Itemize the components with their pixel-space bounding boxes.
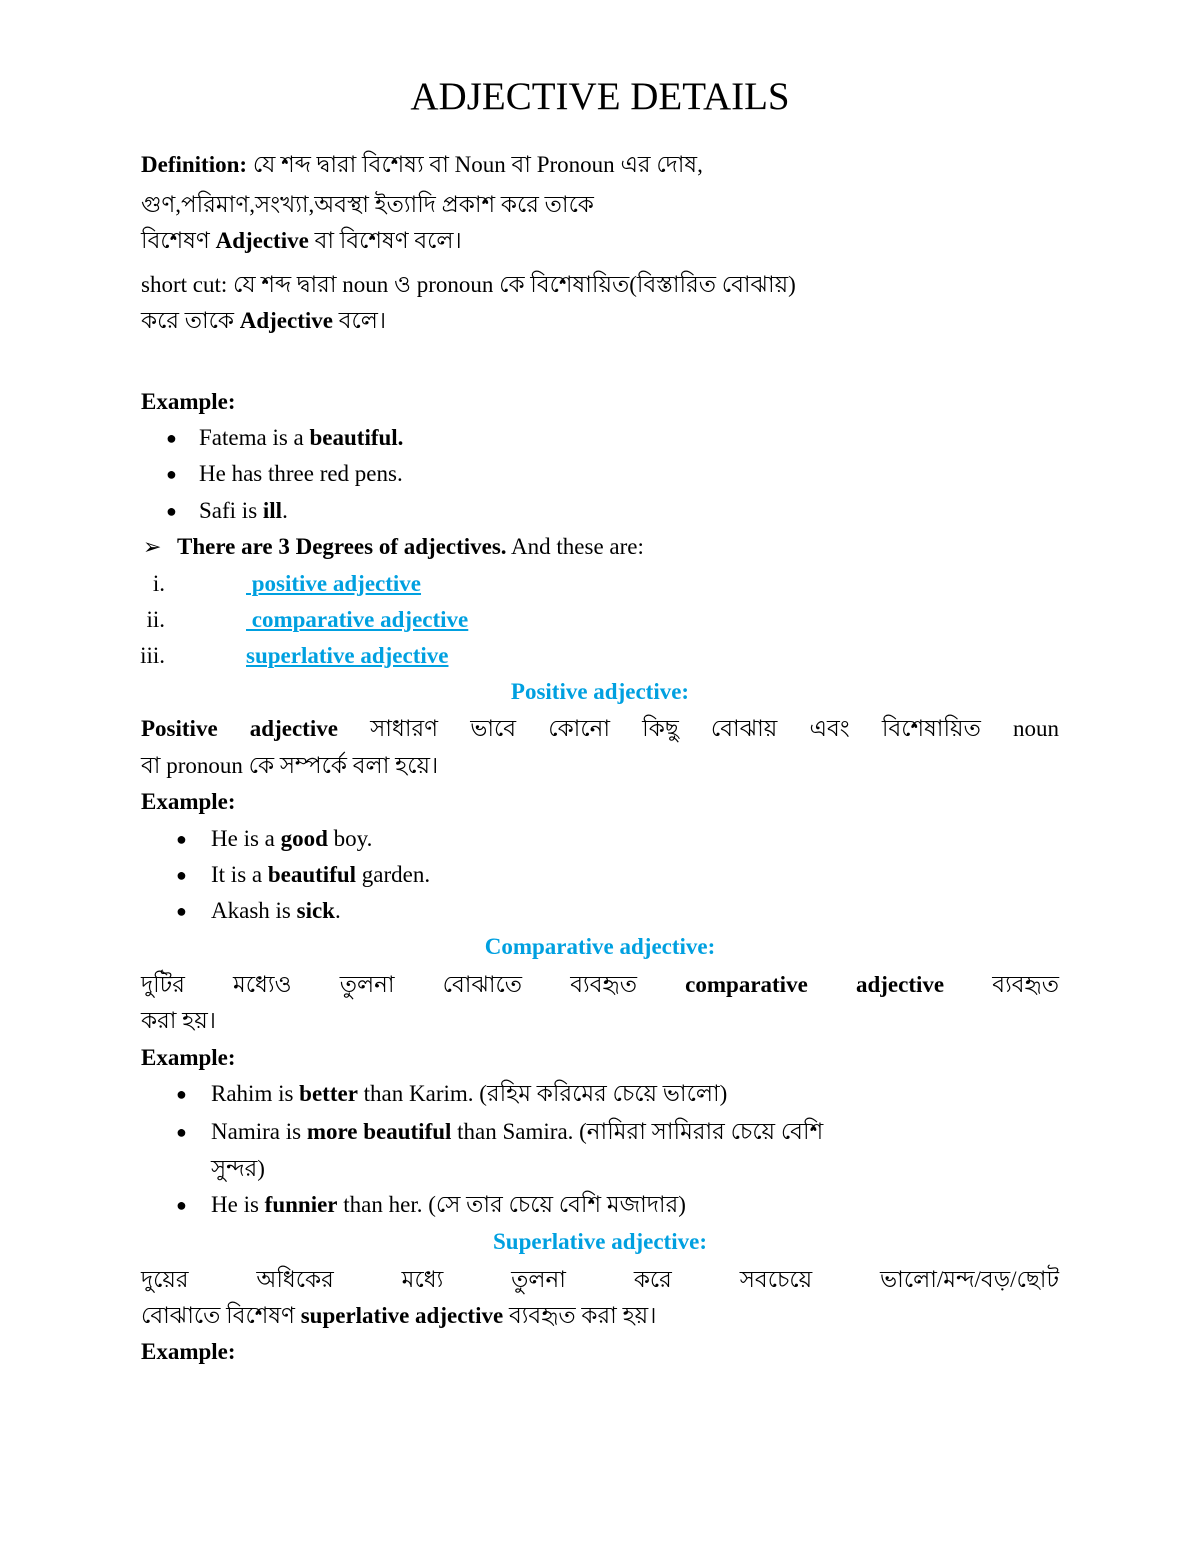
definition-text-1a: যে শব্দ দ্বারা বিশেষ্য বা <box>252 152 449 177</box>
bullet-icon: ● <box>176 901 187 921</box>
positive-term: Positive adjective <box>141 716 338 741</box>
superlative-term: superlative adjective <box>300 1303 504 1328</box>
shortcut-text-2b: বলে। <box>338 308 387 333</box>
example-text-post: . <box>282 498 288 523</box>
example-text: Namira is <box>211 1119 307 1144</box>
superlative-text-2b: ব্যবহৃত করা হয়। <box>508 1303 657 1328</box>
bullet-icon: ● <box>166 428 177 448</box>
example-label: Example: <box>141 1045 236 1070</box>
example-text-post: than her. (সে তার চেয়ে বেশি মজাদার) <box>337 1192 686 1217</box>
definition-adjective: Adjective <box>215 228 309 253</box>
bullet-icon: ● <box>166 464 177 484</box>
example-bold: good <box>280 826 328 851</box>
heading-positive-adjective: Positive adjective: <box>510 679 690 704</box>
example-text-post: boy. <box>327 826 373 851</box>
example-text: Rahim is <box>211 1081 300 1106</box>
definition-text-1b: বা <box>511 152 531 177</box>
definition-line-1 <box>141 151 703 179</box>
positive-text: সাধারণ ভাবে কোনো কিছু বোঝায় এবং বিশেষায়িত <box>370 716 981 741</box>
example-bold: more beautiful <box>306 1119 452 1144</box>
example-bold: beautiful. <box>309 425 404 450</box>
example-text-post: . <box>334 898 341 923</box>
positive-text-2a: বা <box>141 753 161 778</box>
superlative-text-2a: বোঝাতে বিশেষণ <box>141 1303 295 1328</box>
example-bold: beautiful <box>267 862 357 887</box>
comparative-text-1a: দুটির মধ্যেও তুলনা বোঝাতে ব্যবহৃত <box>141 972 637 997</box>
bullet-icon: ● <box>176 865 187 885</box>
example-text-post: garden. <box>356 862 431 887</box>
heading-superlative-adjective: Superlative adjective: <box>493 1229 707 1254</box>
example-text-post: than Karim. (রহিম করিমের চেয়ে ভালো) <box>357 1081 728 1106</box>
example-continuation: সুন্দর) <box>211 1156 265 1181</box>
example-label: Example: <box>141 1339 236 1364</box>
link-comparative-adjective[interactable]: comparative adjective <box>246 607 469 632</box>
definition-line-3 <box>141 227 462 255</box>
definition-text-3b: বা বিশেষণ বলে। <box>314 228 462 253</box>
bullet-icon: ● <box>176 1084 187 1104</box>
example-text: He is <box>211 1192 265 1217</box>
bullet-icon: ● <box>176 829 187 849</box>
positive-line-2 <box>141 752 438 780</box>
example-label: Example: <box>141 389 236 414</box>
example-text: Fatema is a <box>199 425 310 450</box>
shortcut-line-2 <box>141 307 386 335</box>
shortcut-text-1b: যে শব্দ দ্বারা <box>233 272 337 297</box>
definition-label: Definition: <box>141 152 248 177</box>
definition-text-1c: এর দোষ, <box>620 152 703 177</box>
link-superlative-adjective[interactable]: superlative adjective <box>246 643 449 668</box>
example-bold: ill <box>262 498 283 523</box>
shortcut-line-1 <box>141 271 796 299</box>
definition-noun: Noun <box>454 152 506 177</box>
example-text: He is a <box>211 826 281 851</box>
comparative-line-2: করা হয়। <box>141 1008 217 1033</box>
comparative-term: comparative adjective <box>685 972 945 997</box>
list-number: i. <box>152 571 165 596</box>
comparative-line-1 <box>141 971 1059 999</box>
superlative-line-2 <box>141 1302 656 1330</box>
bullet-icon: ● <box>166 501 177 521</box>
list-number: iii. <box>140 643 165 668</box>
positive-noun: noun <box>1013 716 1060 741</box>
superlative-line-1: দুয়ের অধিকের মধ্যে তুলনা করে সবচেয়ে ভালো/মন্দ/বড়/ছোট <box>141 1267 1059 1292</box>
comparative-text-1b: ব্যবহৃত <box>992 972 1060 997</box>
example-text: It is a <box>211 862 268 887</box>
shortcut-text-2a: করে তাকে <box>141 308 234 333</box>
example-bold: sick <box>296 898 335 923</box>
example-text: Akash is <box>211 898 297 923</box>
list-number: ii. <box>146 607 165 632</box>
positive-pronoun: pronoun <box>166 753 243 778</box>
positive-text-2b: কে সম্পর্কে বলা হয়ে। <box>248 753 439 778</box>
definition-text-3a: বিশেষণ <box>141 228 210 253</box>
heading-comparative-adjective: Comparative adjective: <box>484 934 716 959</box>
bullet-icon: ● <box>176 1195 187 1215</box>
positive-line-1 <box>141 715 1059 743</box>
degrees-rest: And these are: <box>506 534 644 559</box>
degrees-intro <box>177 533 644 561</box>
arrow-icon: ➢ <box>143 534 162 559</box>
shortcut-noun: noun <box>342 272 389 297</box>
shortcut-adjective: Adjective <box>239 308 333 333</box>
example-text: He has three red pens. <box>199 461 403 486</box>
page-title: ADJECTIVE DETAILS <box>410 75 790 118</box>
example-bold: funnier <box>264 1192 338 1217</box>
definition-pronoun: Pronoun <box>536 152 615 177</box>
definition-line-2: গুণ,পরিমাণ,সংখ্যা,অবস্থা ইত্যাদি প্রকাশ করে তাকে <box>141 192 594 217</box>
link-positive-adjective[interactable]: positive adjective <box>246 571 422 596</box>
shortcut-pronoun: pronoun <box>416 272 494 297</box>
shortcut-text-1c: ও <box>394 272 411 297</box>
degrees-bold: There are 3 Degrees of adjectives. <box>177 534 507 559</box>
example-label: Example: <box>141 789 236 814</box>
shortcut-label: short cut: <box>141 272 228 297</box>
bullet-icon: ● <box>176 1122 187 1142</box>
shortcut-text-1d: কে বিশেষায়িত(বিস্তারিত বোঝায়) <box>499 272 796 297</box>
example-bold: better <box>299 1081 358 1106</box>
example-text-post: than Samira. (নামিরা সামিরার চেয়ে বেশি <box>451 1119 824 1144</box>
example-text: Safi is <box>199 498 263 523</box>
